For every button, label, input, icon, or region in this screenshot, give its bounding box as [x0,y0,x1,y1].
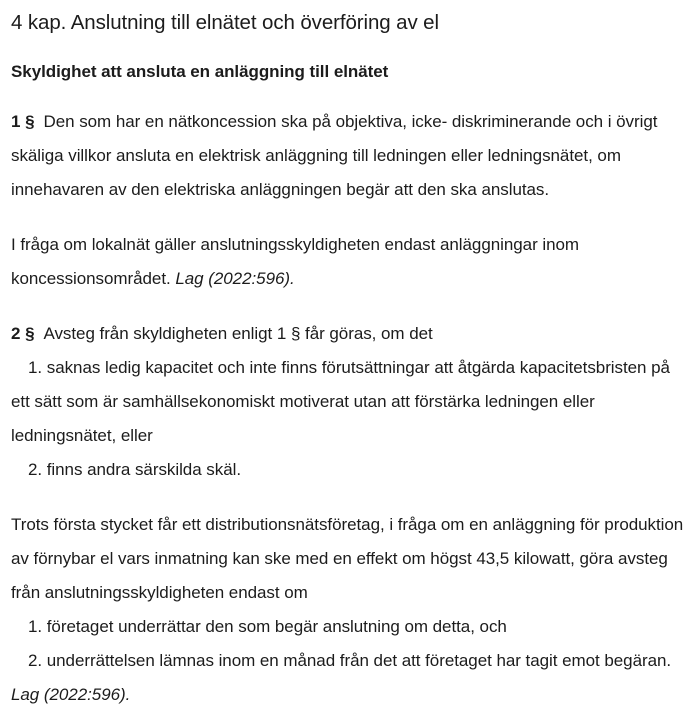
paragraph-1-body: Den som har en nätkoncession ska på objektiva, icke- diskriminerande och i övrigt skäliga villkor ansluta en elektrisk anläggning till ledningen eller ledningsnätet, om innehavaren av den elektriska anläggningen begär att den ska anslutas. [11,112,658,199]
list-item: 1. saknas ledig kapacitet och inte finns förutsättningar att åtgärda kapacitetsbristen på ett sätt som är samhällsekonomiskt motiverat utan att förstärka ledningen eller ledningsnätet, eller [11,358,670,445]
list-item [11,644,686,712]
paragraph-1-sub [11,228,686,296]
paragraph-1-sub-body: I fråga om lokalnät gäller anslutningsskyldigheten endast anläggningar inom koncessionsområdet. [11,235,580,288]
list-item-text: 2. underrättelsen lämnas inom en månad från det att företaget har tagit emot begäran. [28,651,672,670]
paragraph-2-lead-body: Avsteg från skyldigheten enligt 1 § får göras, om det [43,324,433,343]
paragraph-1 [11,105,686,207]
list-item: 2. finns andra särskilda skäl. [28,460,241,479]
law-citation: Lag (2022:596). [175,269,295,288]
law-citation: Lag (2022:596). [11,685,131,704]
section-marker-2: 2 § [11,324,35,343]
list-item: 1. företaget underrättar den som begär anslutning om detta, och [28,617,507,636]
paragraph-2-second-block: Trots första stycket får ett distributionsnätsföretag, i fråga om en anläggning för produktion av förnybar el vars inmatning kan ske med en effekt om högst 43,5 kilowatt, göra avsteg från anslutningsskyldigheten endast om [11,515,684,602]
section-heading: Skyldighet att ansluta en anläggning till elnätet [11,62,389,81]
page-title: 4 kap. Anslutning till elnätet och överföring av el [11,11,439,34]
section-marker-1: 1 § [11,112,35,131]
paragraph-2-lead [11,317,686,351]
